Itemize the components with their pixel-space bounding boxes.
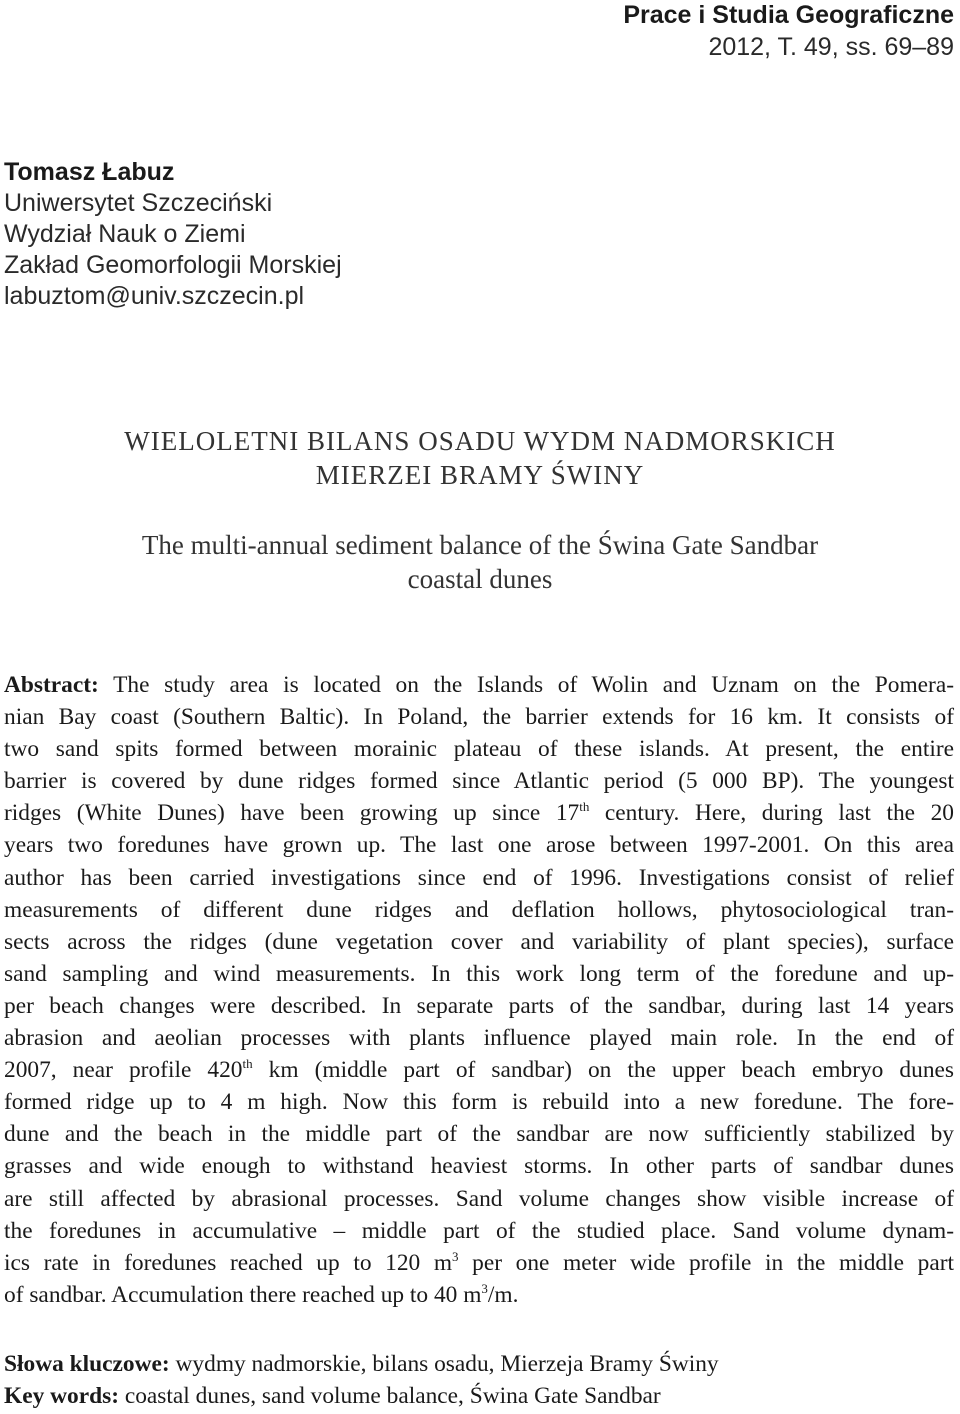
keywords-polish-label: Słowa kluczowe: <box>4 1351 170 1377</box>
abstract-line: sand sampling and wind measurements. In this work long term of the foredune and up- <box>4 960 954 987</box>
author-name: Tomasz Łabuz <box>4 158 175 186</box>
keywords-english <box>4 1380 719 1412</box>
keywords-english-value: coastal dunes, sand volume balance, Świna Gate Sandbar <box>119 1383 661 1409</box>
abstract-line: abrasion and aeolian processes with plants influence played main role. In the end of <box>4 1025 954 1052</box>
abstract-text: The study area is located on the Islands of Wolin and Uznam on the Pomera- <box>98 672 954 698</box>
abstract-text: per one meter wide profile in the middle part <box>458 1249 954 1276</box>
abstract <box>4 669 954 1311</box>
author-affiliation-faculty: Wydział Nauk o Ziemi <box>4 220 246 248</box>
keywords-polish-value: wydmy nadmorskie, bilans osadu, Mierzeja Bramy Świny <box>169 1351 719 1377</box>
abstract-line: measurements of different dune ridges and deflation hollows, phytosociological tran- <box>4 896 954 923</box>
title-polish-line-2: MIERZEI BRAMY ŚWINY <box>315 460 645 490</box>
title-english-line-2: coastal dunes <box>407 564 553 594</box>
abstract-text: /m. <box>487 1281 519 1308</box>
journal-header <box>623 0 954 64</box>
abstract-text: 2007, near profile 420 <box>4 1057 243 1084</box>
author-email[interactable]: labuztom@univ.szczecin.pl <box>4 282 305 310</box>
abstract-line: dune and the beach in the middle part of the sandbar are now sufficiently stabilized by <box>4 1121 954 1148</box>
abstract-line: are still affected by abrasional processes. Sand volume changes show visible increase of <box>4 1185 954 1212</box>
title-polish-line-1: WIELOLETNI BILANS OSADU WYDM NADMORSKICH <box>124 426 836 456</box>
abstract-line <box>4 1247 954 1279</box>
superscript: 3 <box>452 1248 459 1264</box>
journal-name: Prace i Studia Geograficzne <box>623 1 954 29</box>
superscript: th <box>242 1056 253 1072</box>
abstract-line: grasses and wide enough to withstand heaviest storms. In other parts of sandbar dunes <box>4 1153 954 1180</box>
abstract-text: ridges (White Dunes) have been growing up since 17 <box>4 800 580 827</box>
abstract-label: Abstract: <box>4 672 99 698</box>
abstract-line: formed ridge up to 4 m high. Now this form is rebuild into a new foredune. The fore- <box>4 1089 954 1116</box>
abstract-line: nian Bay coast (Southern Baltic). In Poland, the barrier extends for 16 km. It consists of <box>4 704 954 731</box>
abstract-line: two sand spits formed between morainic plateau of these islands. At present, the entire <box>4 736 954 763</box>
keywords-polish <box>4 1348 719 1380</box>
title-english <box>0 528 960 596</box>
abstract-line: the foredunes in accumulative – middle part of the studied place. Sand volume dynam- <box>4 1217 954 1244</box>
abstract-text: ics rate in foredunes reached up to 120 m <box>4 1249 453 1276</box>
keywords-block <box>4 1348 719 1412</box>
abstract-line <box>4 669 954 701</box>
superscript: 3 <box>481 1280 488 1296</box>
author-affiliation-university: Uniwersytet Szczeciński <box>4 189 273 217</box>
abstract-text: of sandbar. Accumulation there reached up to 40 m <box>4 1281 482 1308</box>
abstract-line: author has been carried investigations since end of 1996. Investigations consist of relief <box>4 864 954 891</box>
title-english-line-1: The multi-annual sediment balance of the Świna Gate Sandbar <box>141 530 819 560</box>
author-block <box>4 157 342 312</box>
title-polish <box>0 424 960 492</box>
superscript: th <box>579 799 590 815</box>
abstract-line: sects across the ridges (dune vegetation cover and variability of plant species), surface <box>4 928 954 955</box>
author-affiliation-department: Zakład Geomorfologii Morskiej <box>4 251 342 279</box>
abstract-line <box>4 1054 954 1086</box>
keywords-english-label: Key words: <box>4 1383 119 1409</box>
abstract-text: km (middle part of sandbar) on the upper beach embryo dunes <box>252 1057 954 1084</box>
abstract-line: per beach changes were described. In separate parts of the sandbar, during last 14 years <box>4 992 954 1019</box>
abstract-line: barrier is covered by dune ridges formed since Atlantic period (5 000 BP). The youngest <box>4 768 954 795</box>
journal-issue: 2012, T. 49, ss. 69–89 <box>708 33 954 61</box>
abstract-line: years two foredunes have grown up. The last one arose between 1997-2001. On this area <box>4 832 954 859</box>
abstract-text: century. Here, during last the 20 <box>589 800 954 827</box>
abstract-line <box>4 797 954 829</box>
abstract-line <box>4 1279 954 1311</box>
